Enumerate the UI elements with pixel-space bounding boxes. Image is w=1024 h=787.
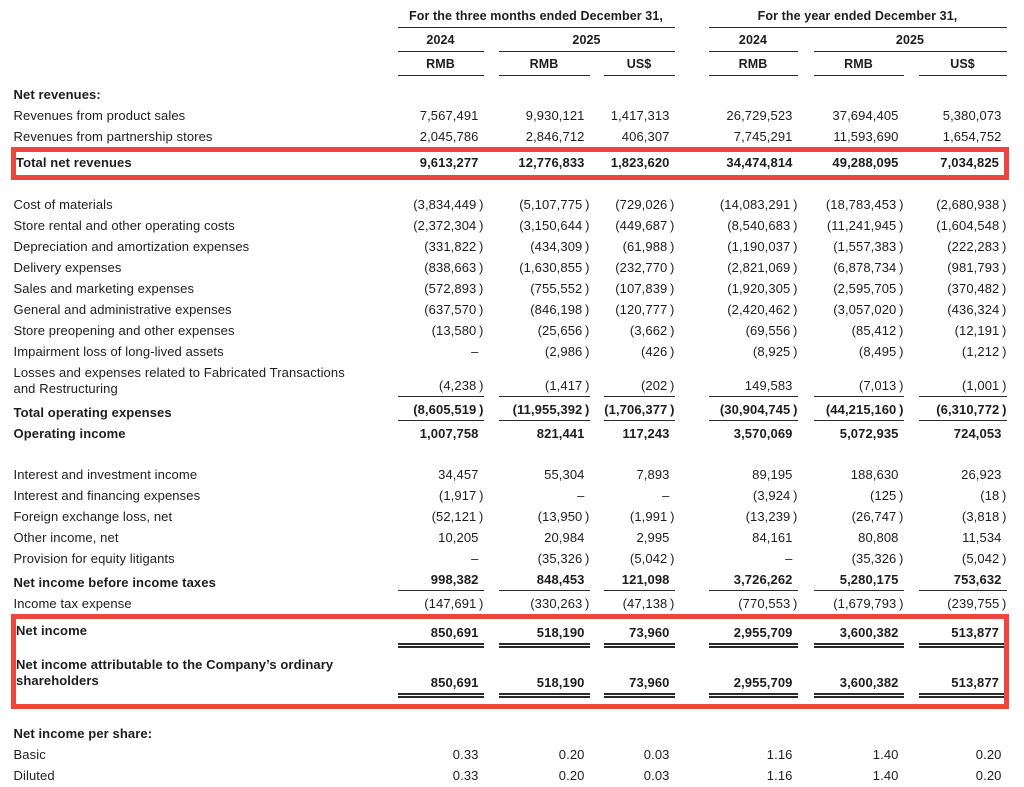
cell-value: 2,955,709 (709, 675, 798, 695)
table-body (14, 78, 1007, 787)
cell-value: (44,215,160 ) (814, 402, 904, 421)
row-spacer (14, 706, 1007, 724)
cell-value: (13,950 ) (537, 508, 590, 524)
year-header: 2025 (814, 32, 1007, 52)
cell-value: 5,072,935 (839, 425, 899, 441)
cell-value: 26,923 (961, 466, 1002, 482)
cell-value: (6,310,772 ) (919, 402, 1007, 421)
cell-value: (147,691 ) (424, 595, 484, 611)
cell-value: (637,570 ) (424, 301, 484, 317)
cell-value: 518,190 (499, 675, 590, 695)
cell-value: (1,417 ) (499, 378, 590, 397)
cell-value: 513,877 (919, 625, 1005, 645)
cell-value: 73,960 (604, 675, 675, 695)
cell-value: 1.16 (766, 747, 793, 762)
cell-value: 2,995 (636, 529, 670, 545)
table-row (14, 399, 1007, 423)
period-header-year: For the year ended December 31, (709, 8, 1007, 28)
cell-value: 3,570,069 (733, 425, 793, 441)
cell-value: (755,552 ) (530, 280, 590, 296)
year-header-row (14, 30, 1007, 54)
cell-value: (3,150,644 ) (519, 217, 590, 233)
cell-value: 84,161 (752, 529, 793, 545)
row-spacer (14, 444, 1007, 464)
table-row (14, 593, 1007, 617)
row-label: Depreciation and amortization expenses (13, 238, 250, 254)
cell-value: (125 ) (869, 487, 904, 503)
highlighted-row (14, 654, 1007, 706)
cell-value: 1.16 (766, 768, 793, 783)
cell-value: (14,083,291 ) (719, 196, 798, 212)
cell-value: 1,417,313 (610, 107, 670, 123)
cell-value: (35,326 ) (537, 550, 590, 566)
cell-value: 121,098 (604, 572, 675, 591)
year-header: 2024 (709, 32, 798, 52)
table-row (14, 423, 1007, 444)
cell-value: (13,239 ) (745, 508, 798, 524)
cell-value: 0.03 (643, 768, 670, 783)
cell-value: (7,013 ) (814, 378, 904, 397)
table-row (14, 527, 1007, 548)
cell-value: 5,380,073 (942, 107, 1002, 123)
row-label: Net income before income taxes (13, 574, 216, 590)
row-label: Operating income (13, 425, 126, 441)
cell-value: 34,457 (438, 466, 479, 482)
section-label: Net revenues: (13, 86, 101, 102)
table-row (14, 724, 1007, 745)
cell-value: (2,986 ) (544, 343, 590, 359)
cell-value: (4,238 ) (398, 378, 484, 397)
cell-value: 89,195 (752, 466, 793, 482)
cell-value: 1,007,758 (419, 425, 479, 441)
table-row (14, 506, 1007, 527)
cell-value: 11,593,690 (833, 128, 899, 144)
cell-value: 7,745,291 (733, 128, 793, 144)
cell-value: (25,656 ) (537, 322, 590, 338)
cell-value: 850,691 (398, 675, 484, 695)
cell-value: (1,190,037 ) (727, 238, 798, 254)
cell-value: (120,777 ) (615, 301, 675, 317)
row-label: Foreign exchange loss, net (13, 508, 173, 524)
table-row (14, 569, 1007, 593)
table-row (14, 126, 1007, 150)
cell-value: (202 ) (604, 378, 675, 397)
cell-value: (1,212 ) (961, 343, 1007, 359)
cell-value: (838,663 ) (424, 259, 484, 275)
cell-value: 5,280,175 (814, 572, 904, 591)
table-row (14, 766, 1007, 787)
cell-value: 2,846,712 (525, 128, 585, 144)
cell-value: 188,630 (850, 466, 899, 482)
cell-value: 1,823,620 (610, 155, 670, 170)
row-label: Other income, net (13, 529, 119, 545)
cell-value: 0.20 (975, 768, 1002, 783)
cell-value: 1,654,752 (942, 128, 1002, 144)
cell-value: 0.33 (452, 747, 479, 762)
cell-value: 0.20 (558, 768, 585, 783)
cell-value: (370,482 ) (947, 280, 1007, 296)
cell-value: (331,822 ) (424, 238, 484, 254)
spacer-row (14, 444, 1007, 464)
cell-value: 9,930,121 (525, 107, 585, 123)
cell-value: 49,288,095 (832, 155, 899, 170)
currency-header: RMB (499, 56, 590, 76)
row-label: Total operating expenses (13, 404, 172, 420)
table-row (14, 236, 1007, 257)
cell-value: (3,818 ) (961, 508, 1007, 524)
cell-value: 3,726,262 (709, 572, 798, 591)
cell-value: (981,793 ) (947, 259, 1007, 275)
cell-value: (8,495 ) (858, 343, 904, 359)
cell-value: (5,107,775 ) (519, 196, 590, 212)
table-row (14, 548, 1007, 569)
cell-value: (2,372,304 ) (413, 217, 484, 233)
cell-value: (449,687 ) (615, 217, 675, 233)
cell-value: (52,121 ) (431, 508, 484, 524)
row-label: Impairment loss of long-lived assets (13, 343, 224, 359)
cell-value: 1.40 (872, 768, 899, 783)
table-row (14, 278, 1007, 299)
cell-value: (1,917 ) (438, 487, 484, 503)
cell-value: 0.33 (452, 768, 479, 783)
cell-value: (6,878,734 ) (833, 259, 904, 275)
section-label: Net income per share: (13, 726, 153, 741)
row-label: Income tax expense (13, 595, 132, 611)
spacer-row (14, 178, 1007, 195)
cell-value: 0.20 (975, 747, 1002, 762)
cell-value: 3,600,382 (814, 625, 904, 645)
currency-header: US$ (919, 56, 1007, 76)
cell-value: (1,920,305 ) (727, 280, 798, 296)
currency-header: US$ (604, 56, 675, 76)
cell-value: (1,604,548 ) (936, 217, 1007, 233)
table-row (14, 215, 1007, 236)
cell-value: (35,326 ) (851, 550, 904, 566)
cell-value: (107,839 ) (615, 280, 675, 296)
row-label: Losses and expenses related to Fabricated Transactions and Restructuring (13, 364, 345, 396)
cell-value: 26,729,523 (726, 107, 793, 123)
cell-value: 513,877 (919, 675, 1005, 695)
row-label: Diluted (13, 768, 55, 783)
row-spacer (14, 178, 1007, 195)
cell-value: 37,694,405 (832, 107, 899, 123)
cell-value: 0.03 (643, 747, 670, 762)
cell-value: – (577, 487, 585, 503)
cell-value: (61,988 ) (622, 238, 675, 254)
cell-value: (18,783,453 ) (825, 196, 904, 212)
cell-value: 7,567,491 (419, 107, 479, 123)
cell-value: 73,960 (604, 625, 675, 645)
cell-value: (222,283 ) (947, 238, 1007, 254)
cell-value: (12,191 ) (954, 322, 1007, 338)
cell-value: (5,042 ) (961, 550, 1007, 566)
cell-value: (232,770 ) (615, 259, 675, 275)
row-label: Provision for equity litigants (13, 550, 175, 566)
cell-value: (1,557,383 ) (833, 238, 904, 254)
cell-value: (18 ) (980, 487, 1007, 503)
cell-value: (846,198 ) (530, 301, 590, 317)
cell-value: (436,324 ) (947, 301, 1007, 317)
cell-value: 9,613,277 (419, 155, 479, 170)
cell-value: (330,263 ) (530, 595, 590, 611)
year-header: 2025 (499, 32, 675, 52)
table-row (14, 194, 1007, 215)
cell-value: 34,474,814 (726, 155, 793, 170)
cell-value: – (471, 550, 479, 566)
currency-header: RMB (709, 56, 798, 76)
cell-value: – (662, 487, 670, 503)
income-statement-table (11, 6, 1009, 787)
table-row (14, 320, 1007, 341)
cell-value: 11,534 (962, 529, 1002, 545)
cell-value: 80,808 (858, 529, 899, 545)
cell-value: (8,605,519 ) (398, 402, 484, 421)
cell-value: (572,893 ) (424, 280, 484, 296)
table-row (14, 299, 1007, 320)
cell-value: 518,190 (499, 625, 590, 645)
row-label: Store preopening and other expenses (13, 322, 235, 338)
row-label: Cost of materials (13, 196, 113, 212)
cell-value: (434,309 ) (530, 238, 590, 254)
cell-value: 3,600,382 (814, 675, 904, 695)
cell-value: 2,955,709 (709, 625, 798, 645)
row-label: Net income attributable to the Company’s ordinary shareholders (16, 656, 334, 688)
table-row (14, 464, 1007, 485)
cell-value: 0.20 (558, 747, 585, 762)
cell-value: 848,453 (499, 572, 590, 591)
table-row (14, 485, 1007, 506)
cell-value: (3,057,020 ) (833, 301, 904, 317)
table-row (14, 105, 1007, 126)
cell-value: 753,632 (919, 572, 1007, 591)
row-label: Net income (16, 623, 88, 638)
currency-header: RMB (814, 56, 904, 76)
row-label: Basic (13, 747, 46, 762)
row-label: Delivery expenses (13, 259, 122, 275)
cell-value: 10,205 (438, 529, 479, 545)
row-label: Store rental and other operating costs (13, 217, 235, 233)
cell-value: 7,893 (636, 466, 670, 482)
cell-value: 998,382 (398, 572, 484, 591)
cell-value: 724,053 (953, 425, 1002, 441)
year-header: 2024 (398, 32, 484, 52)
table-row (14, 362, 1007, 399)
cell-value: 1.40 (872, 747, 899, 762)
cell-value: (13,580 ) (431, 322, 484, 338)
cell-value: (2,595,705 ) (833, 280, 904, 296)
cell-value: (729,026 ) (615, 196, 675, 212)
cell-value: (3,662 ) (629, 322, 675, 338)
cell-value: (2,821,069 ) (727, 259, 798, 275)
cell-value: (8,925 ) (752, 343, 798, 359)
currency-header-row (14, 54, 1007, 78)
row-label: Total net revenues (16, 155, 132, 170)
cell-value: (30,904,745 ) (709, 402, 798, 421)
table-row (14, 84, 1007, 105)
cell-value: (11,241,945 ) (826, 217, 904, 233)
cell-value: – (785, 550, 793, 566)
cell-value: (2,680,938 ) (936, 196, 1007, 212)
cell-value: (2,420,462 ) (727, 301, 798, 317)
cell-value: 20,984 (544, 529, 585, 545)
cell-value: (3,924 ) (752, 487, 798, 503)
cell-value: (3,834,449 ) (413, 196, 484, 212)
highlighted-row (14, 150, 1007, 178)
cell-value: (1,991 ) (629, 508, 675, 524)
cell-value: (11,955,392 ) (499, 402, 590, 421)
cell-value: (1,630,855 ) (519, 259, 590, 275)
cell-value: – (471, 343, 479, 359)
currency-header: RMB (398, 56, 484, 76)
table-row (14, 341, 1007, 362)
row-label: Interest and financing expenses (13, 487, 201, 503)
cell-value: 149,583 (709, 378, 798, 397)
cell-value: 7,034,825 (940, 155, 999, 170)
header-label-spacer (14, 6, 386, 30)
cell-value: (85,412 ) (851, 322, 904, 338)
cell-value: (5,042 ) (629, 550, 675, 566)
row-label: Sales and marketing expenses (13, 280, 195, 296)
row-label: Revenues from partnership stores (13, 128, 213, 144)
cell-value: (1,679,793 ) (833, 595, 904, 611)
cell-value: 12,776,833 (518, 155, 585, 170)
table-row (14, 745, 1007, 766)
cell-value: 117,243 (622, 425, 670, 441)
period-header-row (14, 6, 1007, 30)
cell-value: (239,755 ) (947, 595, 1007, 611)
cell-value: (426 ) (640, 343, 675, 359)
cell-value: (26,747 ) (851, 508, 904, 524)
cell-value: 850,691 (398, 625, 484, 645)
highlighted-row (14, 617, 1007, 655)
cell-value: 55,304 (544, 466, 585, 482)
cell-value: 406,307 (621, 128, 670, 144)
period-header-three-months: For the three months ended December 31, (398, 8, 675, 28)
spacer-row (14, 706, 1007, 724)
table-header (14, 6, 1007, 78)
row-label: Revenues from product sales (13, 107, 186, 123)
row-label: General and administrative expenses (13, 301, 232, 317)
cell-value: 2,045,786 (419, 128, 479, 144)
table-row (14, 257, 1007, 278)
cell-value: (69,556 ) (745, 322, 798, 338)
cell-value: 821,441 (536, 425, 585, 441)
cell-value: (1,001 ) (919, 378, 1007, 397)
cell-value: (1,706,377 ) (604, 402, 675, 421)
row-label: Interest and investment income (13, 466, 198, 482)
cell-value: (47,138 ) (622, 595, 675, 611)
cell-value: (8,540,683 ) (727, 217, 798, 233)
cell-value: (770,553 ) (738, 595, 798, 611)
